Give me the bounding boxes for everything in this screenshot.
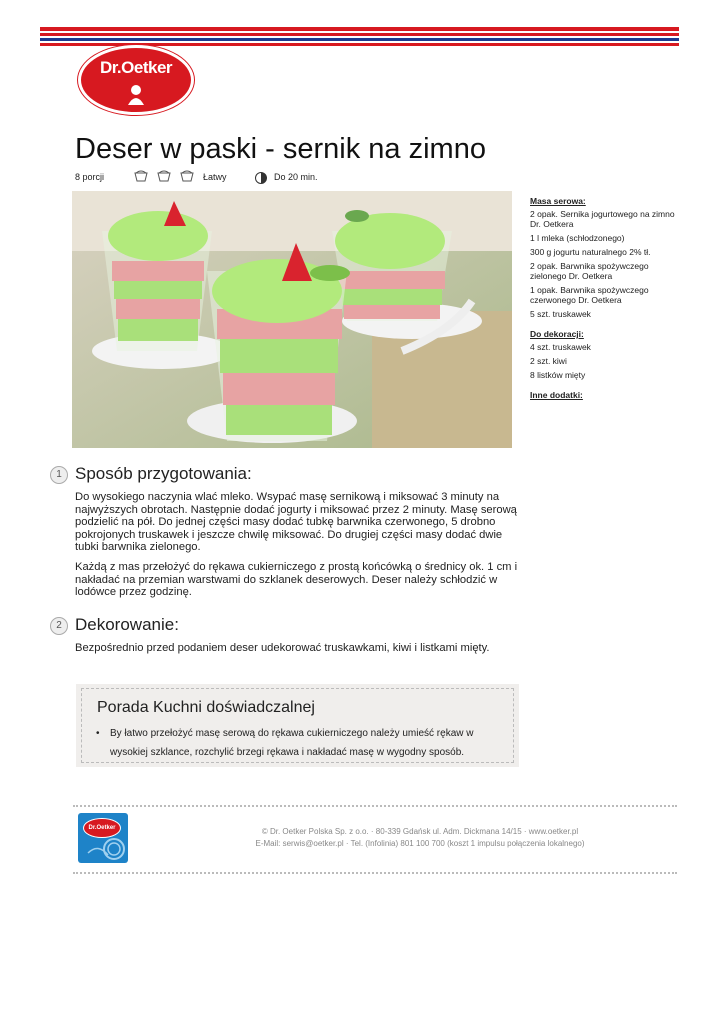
footer-badge-logo: Dr.Oetker xyxy=(83,818,121,838)
ingredients-list xyxy=(530,196,680,410)
ingredient-item: 1 opak. Barwnika spożywczego czerwonego Dr. Oetkera xyxy=(530,285,649,305)
recipe-meta xyxy=(75,172,375,186)
ingredient-item: 2 opak. Barwnika spożywczego zielonego Dr. Oetkera xyxy=(530,261,649,281)
section-heading: Inne dodatki: xyxy=(530,390,583,400)
tip-box-border xyxy=(81,688,514,763)
footer-badge-graphic xyxy=(78,813,128,863)
ingredients-section xyxy=(530,329,680,380)
logo-text: Dr.Oetker xyxy=(99,58,173,77)
ingredients-section xyxy=(530,196,680,319)
step-heading: Dekorowanie: xyxy=(75,615,179,634)
footer-text xyxy=(140,826,700,850)
portions-label: 8 porcji xyxy=(75,172,105,182)
dessert-photo xyxy=(72,191,512,448)
footer-divider-bottom xyxy=(73,872,677,874)
difficulty-cup-icon xyxy=(157,170,171,182)
step-heading: Sposób przygotowania: xyxy=(75,464,252,483)
section-heading: Do dekoracji: xyxy=(530,329,584,339)
recipe-title: Deser w paski - sernik na zimno xyxy=(75,133,486,165)
time-label: Do 20 min. xyxy=(274,172,318,182)
footer-divider-top xyxy=(73,805,677,807)
tip-bullet: • xyxy=(96,728,100,739)
difficulty-cup-icon xyxy=(180,170,194,182)
dr-oetker-logo xyxy=(78,45,194,115)
tip-title: Porada Kuchni doświadczalnej xyxy=(97,699,315,716)
tip-box xyxy=(76,684,519,767)
ingredient-item: 1 l mleka (schłodzonego) xyxy=(530,233,625,243)
section-heading: Masa serowa: xyxy=(530,196,586,206)
footer-badge xyxy=(78,813,128,863)
tip-text xyxy=(96,724,514,762)
ingredient-item: 2 szt. kiwi xyxy=(530,356,567,366)
difficulty-label: Łatwy xyxy=(203,172,227,182)
clock-icon xyxy=(255,172,267,184)
step-paragraph: Do wysokiego naczynia wlać mleko. Wsypać masę sernikową i miksować 3 minuty na najwyższych obrotach. Następnie dodać jogurty i miksować przez 2 minuty. Masę serową podzielić na pół. Do jednej części masy dodać tubkę barwnika czerwonego, 5 drobno pokrojonych truskawek i jeszcze chwilę miksować. Do drugiej części masy dodać dwie tubki barwnika zielonego. xyxy=(75,491,517,553)
ingredients-section xyxy=(530,390,680,400)
difficulty-cup-icon xyxy=(134,170,148,182)
tip-body: By łatwo przełożyć masę serową do rękawa cukierniczego należy umieść rękaw w wysokiej szklance, rozchylić brzegi rękawa i nakładać masę w wygodny sposób. xyxy=(110,728,474,758)
step-number-badge: 2 xyxy=(50,617,68,635)
step-number-badge: 1 xyxy=(50,466,68,484)
step-paragraph: Bezpośrednio przed podaniem deser udekorować truskawkami, kiwi i listkami mięty. xyxy=(75,642,490,654)
footer-line-company: © Dr. Oetker Polska Sp. z o.o. · 80-339 Gdańsk ul. Adm. Dickmana 14/15 · www.oetker.pl xyxy=(261,827,579,836)
footer-line-contact: E-Mail: serwis@oetker.pl · Tel. (Infolinia) 801 100 700 (koszt 1 impulsu połączenia lokalnego) xyxy=(255,839,585,848)
ingredient-item: 2 opak. Sernika jogurtowego na zimno Dr. Oetkera xyxy=(530,209,675,229)
ingredient-item: 4 szt. truskawek xyxy=(530,342,591,352)
ingredient-item: 5 szt. truskawek xyxy=(530,309,591,319)
ingredient-item: 8 listków mięty xyxy=(530,370,586,380)
logo-lady-icon xyxy=(126,83,146,105)
ingredient-item: 300 g jogurtu naturalnego 2% tł. xyxy=(530,247,651,257)
step-paragraph: Każdą z mas przełożyć do rękawa cukierniczego z prostą końcówką o średnicy ok. 1 cm i nakładać na przemian warstwami do szklanek deserowych. Deser należy schłodzić w lodówce przez godzinę. xyxy=(75,561,518,598)
